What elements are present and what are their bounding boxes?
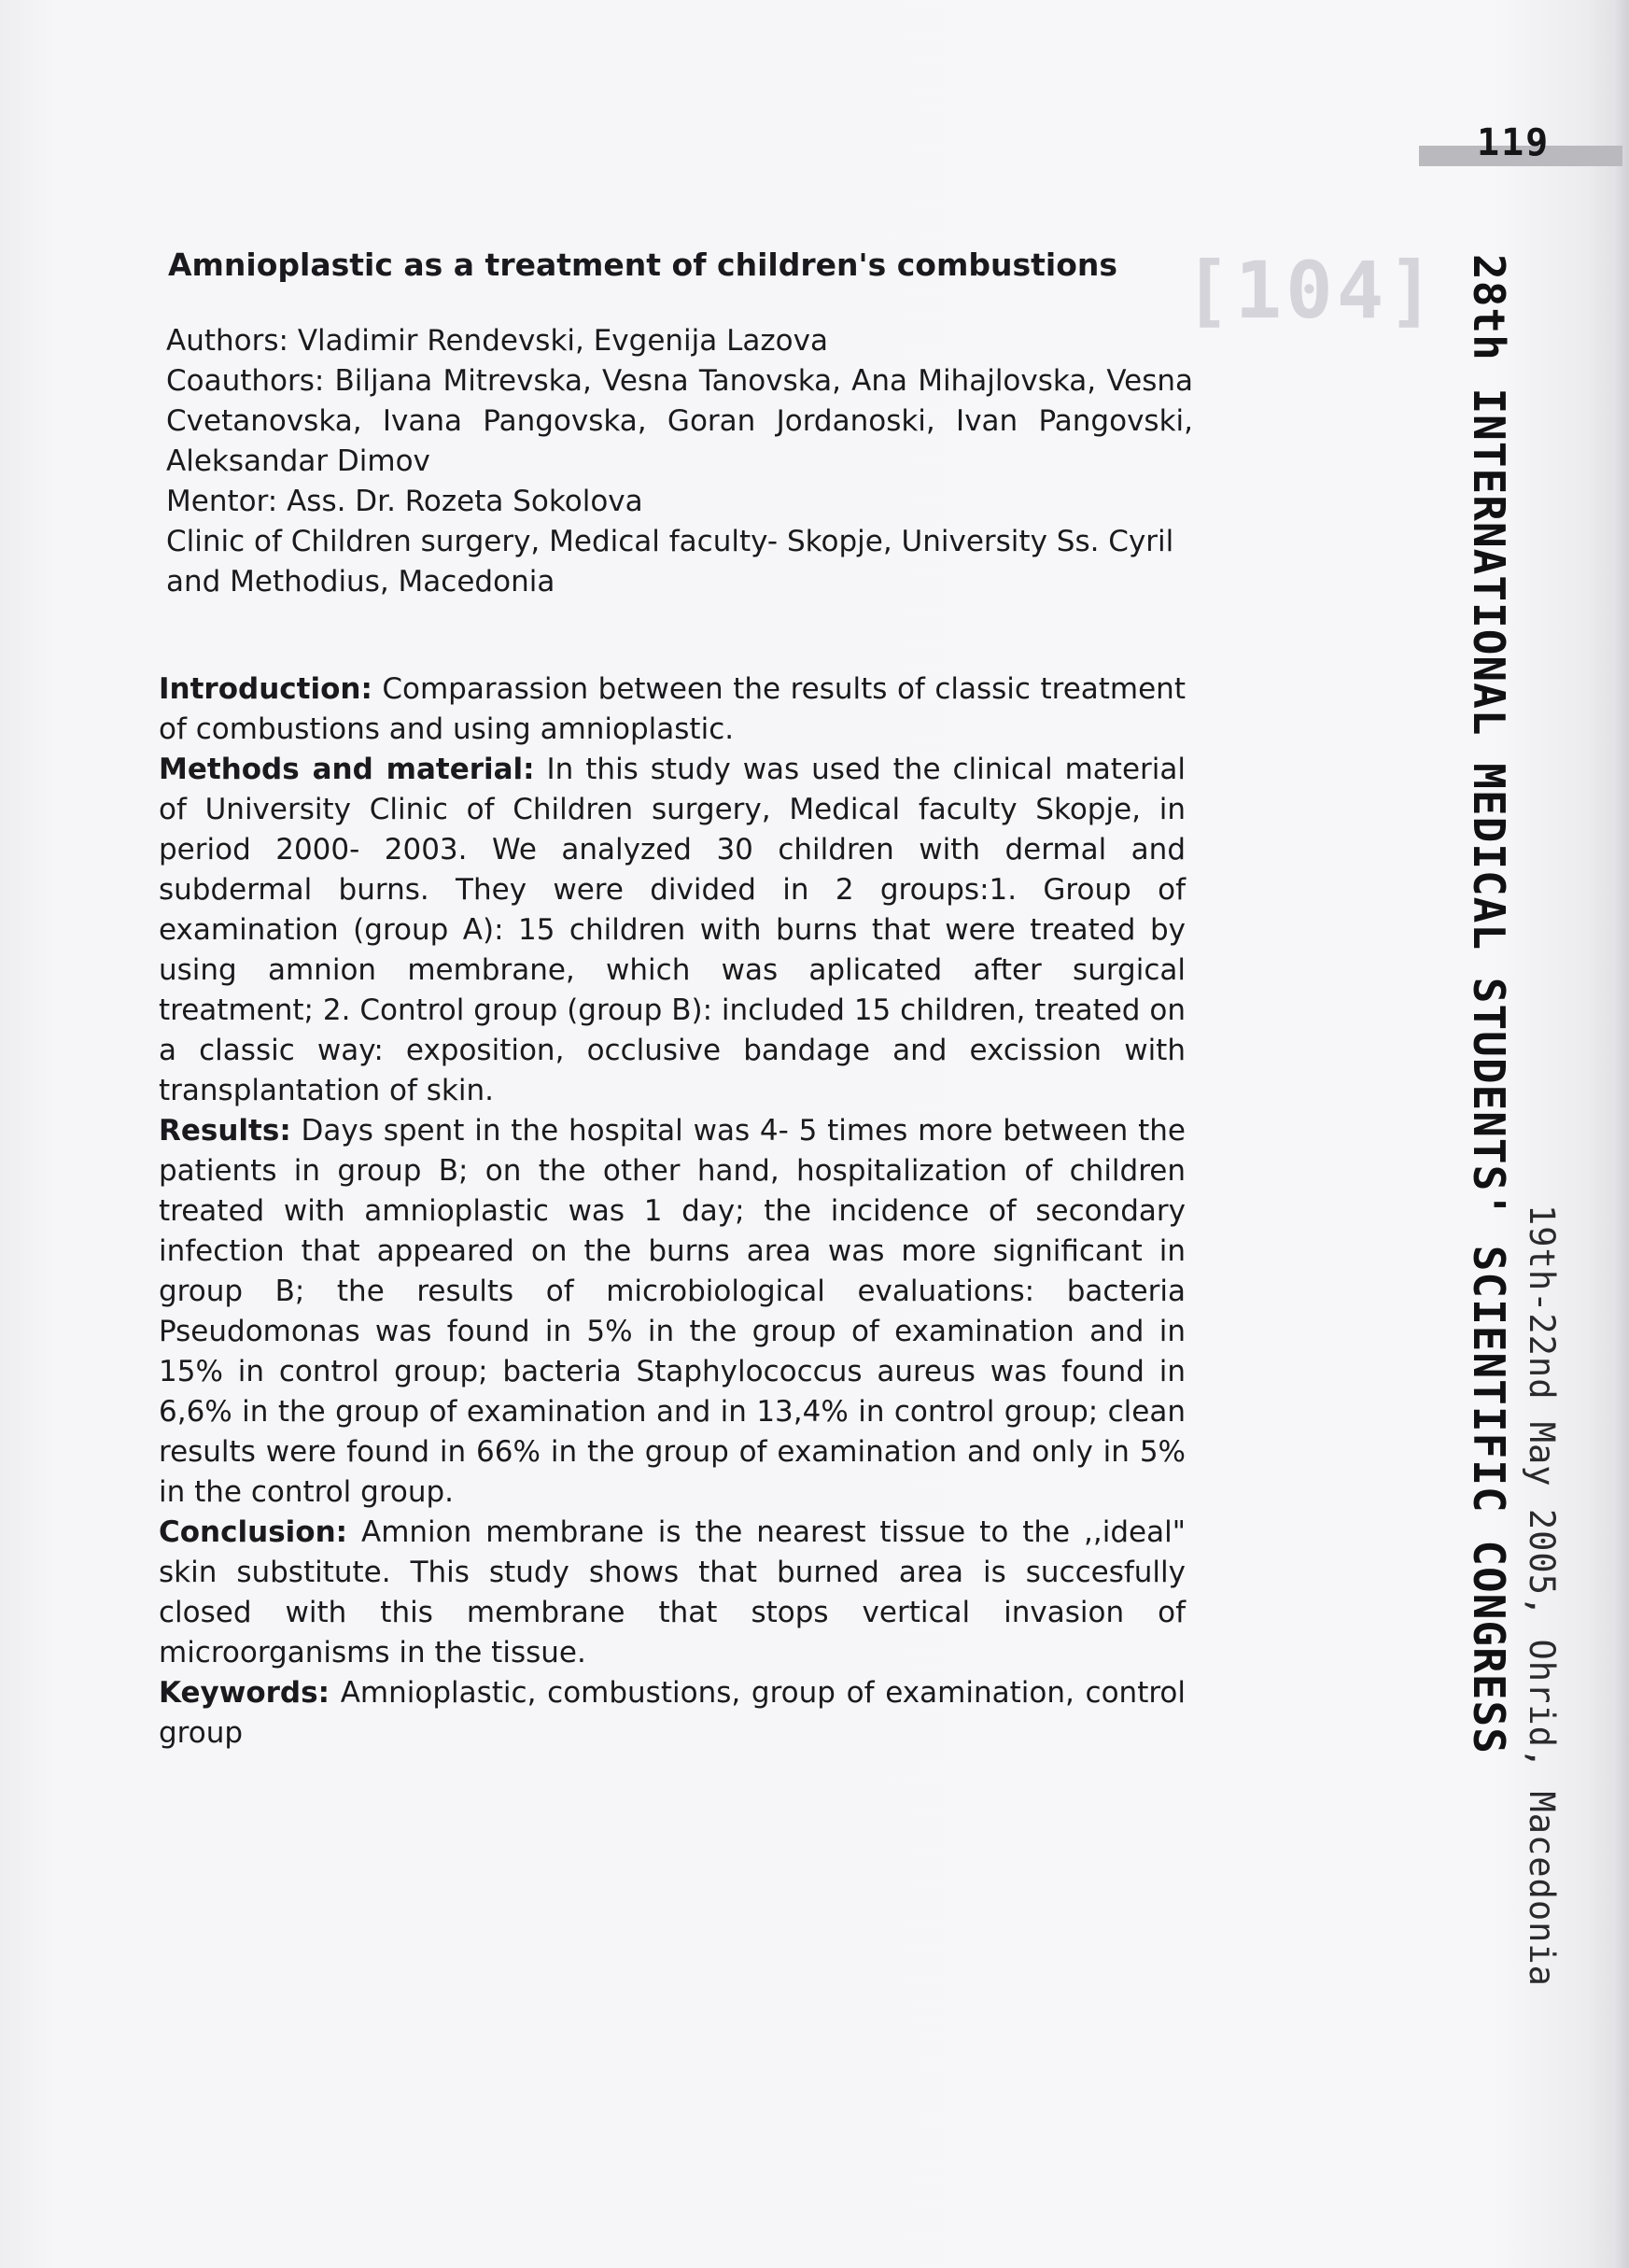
abstract-body [159, 669, 1186, 1754]
section-text: In this study was used the clinical material of University Clinic of Children surgery, Medical faculty Skopje, in period 2000- 2003. We analyzed 30 children with dermal and subdermal burns. They were divided in 2 groups:1. Group of examination (group A): 15 children with burns that were treated by using amnion membrane, which was aplicated after surgical treatment; 2. Control group (group B): included 15 children, treated on a classic way: exposition, occlusive bandage and excission with transplantation of skin. [159, 753, 1186, 1107]
congress-sidebar [1464, 254, 1514, 1754]
bleed-through-abstract-number: [104] [1184, 245, 1439, 336]
congress-dates-location: 19th-22nd May 2005, Ohrid, Macedonia [1522, 1204, 1562, 1987]
affiliation-line: Clinic of Children surgery, Medical faculty- Skopje, University Ss. Cyril and Methodius, Macedonia [166, 525, 1174, 599]
authors-line: Authors: Vladimir Rendevski, Evgenija Lazova [166, 324, 828, 358]
page-number: 119 [1477, 121, 1551, 164]
section-label: Methods and material: [159, 753, 535, 786]
coauthors-line: Coauthors: Biljana Mitrevska, Vesna Tanovska, Ana Mihajlovska, Vesna Cvetanovska, Ivana Pangovska, Goran Jordanoski, Ivan Pangovski, Aleksandar Dimov [166, 364, 1193, 478]
keywords-text: Amnioplastic, combustions, group of examination, control group [159, 1676, 1186, 1750]
section-text: Comparassion between the results of classic treatment of combustions and using amnioplastic. [159, 672, 1186, 746]
section-text: Amnion membrane is the nearest tissue to the ,,ideal" skin substitute. This study shows that burned area is succesfully closed with this membrane that stops vertical invasion of microorganisms in the tissue. [159, 1515, 1186, 1669]
abstract-title: Amnioplastic as a treatment of children's combustions [168, 247, 1118, 283]
keywords [159, 1673, 1186, 1754]
congress-title: 28th INTERNATIONAL MEDICAL STUDENTS' SCIENTIFIC CONGRESS [1464, 254, 1514, 1754]
section-introduction [159, 669, 1186, 750]
section-methods [159, 750, 1186, 1111]
keywords-label: Keywords: [159, 1676, 330, 1710]
section-text: Days spent in the hospital was 4- 5 times more between the patients in group B; on the other hand, hospitalization of children treated with amnioplastic was 1 day; the incidence of secondary infection that appeared on the burns area was more significant in group B; the results of microbiological evaluations: bacteria Pseudomonas was found in 5% in the group of examination and in 15% in control group; bacteria Staphylococcus aureus was found in 6,6% in the group of examination and in 13,4% in control group; clean results were found in 66% in the group of examination and only in 5% in the control group. [159, 1114, 1186, 1509]
section-label: Results: [159, 1114, 291, 1148]
abstract [159, 245, 1193, 1754]
section-conclusion [159, 1513, 1186, 1673]
author-block [166, 321, 1193, 602]
mentor-line: Mentor: Ass. Dr. Rozeta Sokolova [166, 485, 643, 518]
section-results [159, 1111, 1186, 1513]
page-edge [1612, 0, 1629, 2268]
section-label: Conclusion: [159, 1515, 348, 1549]
section-label: Introduction: [159, 672, 372, 706]
